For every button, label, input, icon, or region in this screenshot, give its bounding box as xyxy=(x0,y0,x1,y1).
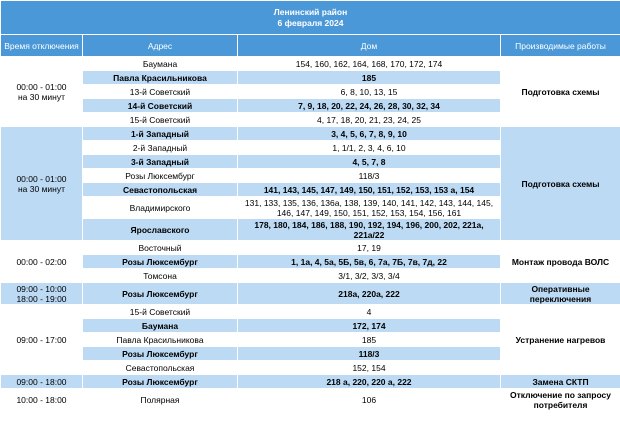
column-header-address: Адрес xyxy=(83,35,238,57)
outage-time-cell xyxy=(1,389,83,411)
work-description: Оперативные переключения xyxy=(501,283,620,305)
house-numbers: 154, 160, 162, 164, 168, 170, 172, 174 xyxy=(238,57,501,71)
outage-time-text: 10:00 - 18:00 xyxy=(16,394,67,405)
column-header-time: Время отключения xyxy=(1,35,83,57)
address-street: Розы Люксембург xyxy=(83,375,238,389)
address-street: 15-й Советский xyxy=(83,305,238,319)
address-street: 15-й Советский xyxy=(83,113,238,127)
house-numbers: 218а, 220а, 222 xyxy=(238,283,501,305)
address-street: Ярославского xyxy=(83,219,238,241)
address-street: Розы Люксембург xyxy=(83,169,238,183)
house-numbers: 3/1, 3/2, 3/3, 3/4 xyxy=(238,269,501,283)
table-header-row xyxy=(1,35,620,57)
house-numbers: 185 xyxy=(238,71,501,85)
house-numbers: 118/3 xyxy=(238,169,501,183)
house-numbers: 218 а, 220, 220 а, 222 xyxy=(238,375,501,389)
work-description: Устранение нагревов xyxy=(501,305,620,375)
house-numbers: 7, 9, 18, 20, 22, 24, 26, 28, 30, 32, 34 xyxy=(238,99,501,113)
house-numbers: 4 xyxy=(238,305,501,319)
table-row xyxy=(1,127,620,141)
outage-time-cell xyxy=(1,241,83,283)
house-numbers: 185 xyxy=(238,333,501,347)
column-header-house: Дом xyxy=(238,35,501,57)
house-numbers: 1, 1а, 4, 5а, 5Б, 5в, 6, 7а, 7Б, 7в, 7д, 22 xyxy=(238,255,501,269)
house-numbers: 4, 17, 18, 20, 21, 23, 24, 25 xyxy=(238,113,501,127)
outage-time-cell xyxy=(1,375,83,389)
address-street: 3-й Западный xyxy=(83,155,238,169)
outage-time-cell xyxy=(1,57,83,127)
address-street: Восточный xyxy=(83,241,238,255)
address-street: Баумана xyxy=(83,57,238,71)
address-street: Томсона xyxy=(83,269,238,283)
outage-time-text: на 30 минут xyxy=(17,91,66,102)
address-street: 1-й Западный xyxy=(83,127,238,141)
outage-time-text: 18:00 - 19:00 xyxy=(16,293,67,304)
address-street: Розы Люксембург xyxy=(83,255,238,269)
outage-time-text: 00:00 - 01:00 xyxy=(16,173,67,184)
district-name: Ленинский район xyxy=(273,6,348,17)
address-street: Севастопольская xyxy=(83,361,238,375)
work-description: Отключение по запросу потребителя xyxy=(501,389,620,411)
outage-time-cell xyxy=(1,127,83,241)
schedule-date: 6 февраля 2024 xyxy=(277,17,344,28)
address-street: Розы Люксембург xyxy=(83,347,238,361)
outage-time-text: на 30 минут xyxy=(17,183,66,194)
house-numbers: 141, 143, 145, 147, 149, 150, 151, 152, 153, 153 а, 154 xyxy=(238,183,501,197)
outage-time-text: 09:00 - 18:00 xyxy=(16,376,67,387)
work-description: Замена СКТП xyxy=(501,375,620,389)
house-numbers: 1, 1/1, 2, 3, 4, 6, 10 xyxy=(238,141,501,155)
table-row xyxy=(1,57,620,71)
address-street: Павла Красильникова xyxy=(83,71,238,85)
house-numbers: 106 xyxy=(238,389,501,411)
address-street: Полярная xyxy=(83,389,238,411)
table-title-row xyxy=(1,1,620,35)
address-street: 2-й Западный xyxy=(83,141,238,155)
address-street: Баумана xyxy=(83,319,238,333)
address-street: 13-й Советский xyxy=(83,85,238,99)
table-row xyxy=(1,375,620,389)
address-street: Владимирского xyxy=(83,197,238,219)
house-numbers: 152, 154 xyxy=(238,361,501,375)
house-numbers: 178, 180, 184, 186, 188, 190, 192, 194, 196, 200, 202, 221а, 221а/22 xyxy=(238,219,501,241)
outage-time-cell xyxy=(1,283,83,305)
outage-time-text: 00:00 - 02:00 xyxy=(16,256,67,267)
outage-time-text: 09:00 - 17:00 xyxy=(16,334,67,345)
table-row xyxy=(1,283,620,305)
address-street: Севастопольская xyxy=(83,183,238,197)
outage-time-cell xyxy=(1,305,83,375)
address-street: Павла Красильникова xyxy=(83,333,238,347)
work-description: Подготовка схемы xyxy=(501,57,620,127)
table-row xyxy=(1,305,620,319)
house-numbers: 118/3 xyxy=(238,347,501,361)
outage-time-text: 00:00 - 01:00 xyxy=(16,81,67,92)
house-numbers: 172, 174 xyxy=(238,319,501,333)
table-row xyxy=(1,241,620,255)
house-numbers: 131, 133, 135, 136, 136а, 138, 139, 140, 141, 142, 143, 144, 145, 146, 147, 149, 150, 151, 152, 153, 154, 156, 161 xyxy=(238,197,501,219)
address-street: 14-й Советский xyxy=(83,99,238,113)
house-numbers: 4, 5, 7, 8 xyxy=(238,155,501,169)
address-street: Розы Люксембург xyxy=(83,283,238,305)
house-numbers: 3, 4, 5, 6, 7, 8, 9, 10 xyxy=(238,127,501,141)
house-numbers: 6, 8, 10, 13, 15 xyxy=(238,85,501,99)
table-title xyxy=(1,1,620,35)
column-header-work: Производимые работы xyxy=(501,35,620,57)
house-numbers: 17, 19 xyxy=(238,241,501,255)
work-description: Подготовка схемы xyxy=(501,127,620,241)
table-row xyxy=(1,389,620,411)
work-description: Монтаж провода ВОЛС xyxy=(501,241,620,283)
outage-time-text: 09:00 - 10:00 xyxy=(16,283,67,294)
